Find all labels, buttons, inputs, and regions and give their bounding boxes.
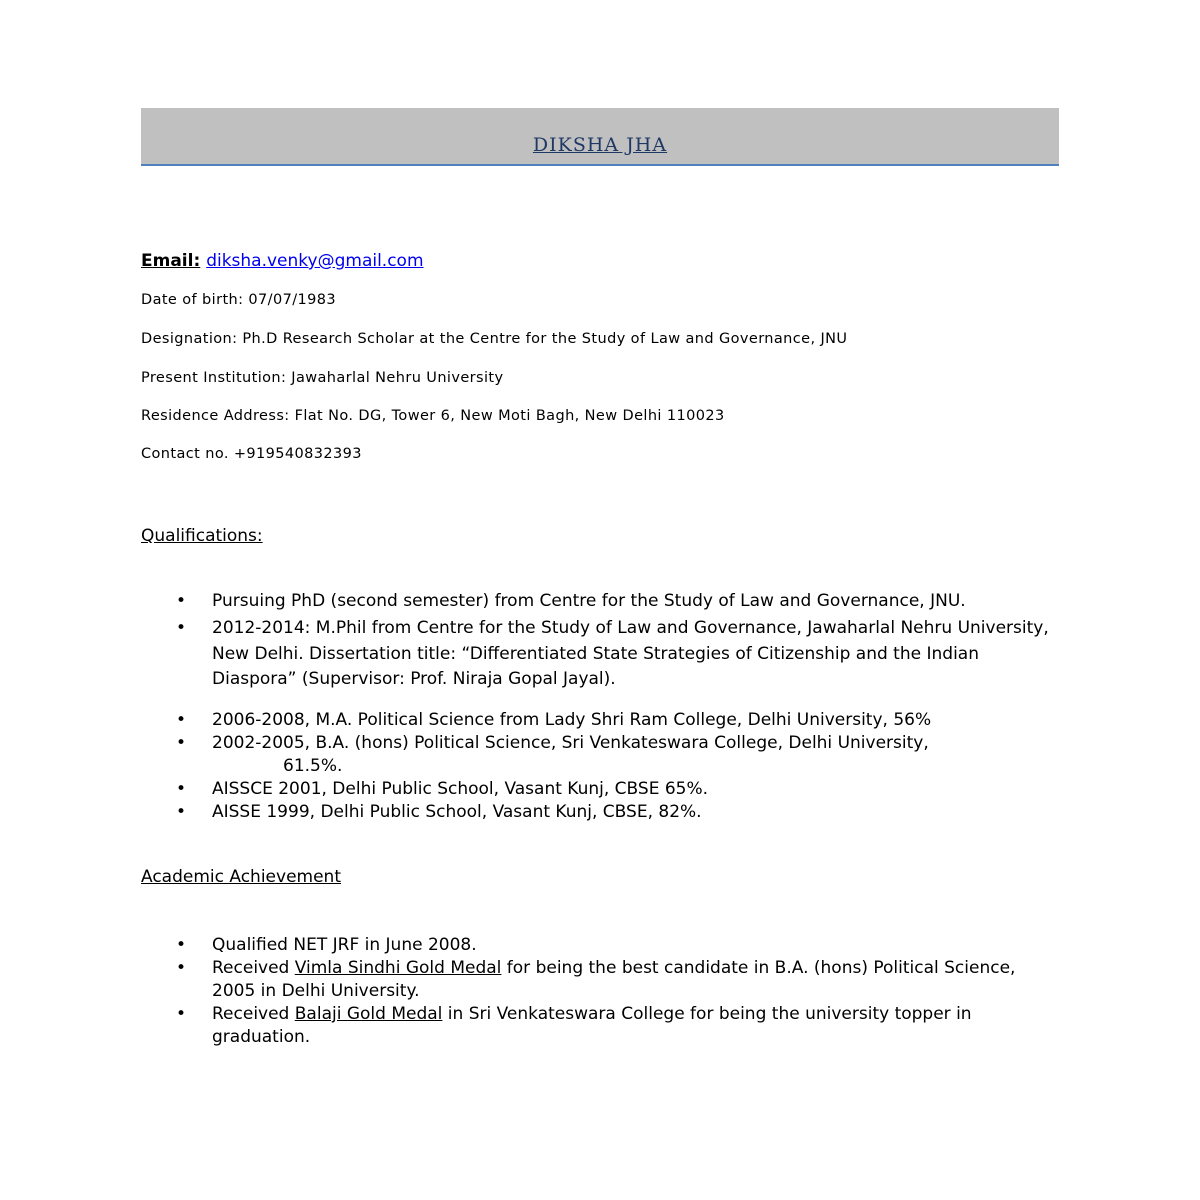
designation: Designation: Ph.D Research Scholar at the Centre for the Study of Law and Governance, JNU <box>141 331 848 347</box>
list-item: • AISSCE 2001, Delhi Public School, Vasant Kunj, CBSE 65%. <box>141 778 1056 801</box>
candidate-name: DIKSHA JHA <box>532 134 668 156</box>
email-label: Email: <box>141 251 201 271</box>
email-link[interactable]: diksha.venky@gmail.com <box>206 251 424 271</box>
award-name: Vimla Sindhi Gold Medal <box>294 958 502 978</box>
list-item: • 2006-2008, M.A. Political Science from Lady Shri Ram College, Delhi University, 56% <box>141 709 1056 732</box>
residence-address: Residence Address: Flat No. DG, Tower 6, New Moti Bagh, New Delhi 110023 <box>141 408 725 424</box>
list-item <box>141 1003 1056 1049</box>
email-line <box>141 251 424 271</box>
list-item: • Pursuing PhD (second semester) from Centre for the Study of Law and Governance, JNU. <box>141 590 1056 613</box>
list-item <box>141 957 1056 1003</box>
list-item: • Qualified NET JRF in June 2008. <box>141 934 1056 957</box>
academic-achievement-heading: Academic Achievement <box>141 867 341 887</box>
list-item: • AISSE 1999, Delhi Public School, Vasant Kunj, CBSE, 82%. <box>141 801 1056 824</box>
qualifications-list <box>141 590 1056 824</box>
name-banner <box>141 108 1059 166</box>
list-item: • 2012-2014: M.Phil from Centre for the Study of Law and Governance, Jawaharlal Nehru University, New Delhi. Dissertation title: “Differentiated State Strategies of Citizenship and the Indian Diaspora” (Supervisor: Prof. Niraja Gopal Jayal). <box>141 616 1056 693</box>
list-item-text: for being the best candidate in B.A. (hons) Political Science, 2005 in Delhi University. <box>212 958 1016 1001</box>
present-institution: Present Institution: Jawaharlal Nehru University <box>141 370 504 386</box>
award-name: Balaji Gold Medal <box>294 1004 443 1024</box>
list-item-text: in Sri Venkateswara College for being the university topper in graduation. <box>212 1004 972 1047</box>
list-item-text: Received <box>212 1004 295 1024</box>
list-item <box>141 732 1056 778</box>
contact-number: Contact no. +919540832393 <box>141 446 362 462</box>
qualifications-heading: Qualifications: <box>141 526 263 546</box>
list-item-text: Received <box>212 958 295 978</box>
achievements-list <box>141 934 1056 1049</box>
date-of-birth: Date of birth: 07/07/1983 <box>141 292 336 308</box>
list-item-continuation: 61.5%. <box>283 755 343 776</box>
list-item-text: 2002-2005, B.A. (hons) Political Science, Sri Venkateswara College, Delhi University, <box>212 732 929 753</box>
